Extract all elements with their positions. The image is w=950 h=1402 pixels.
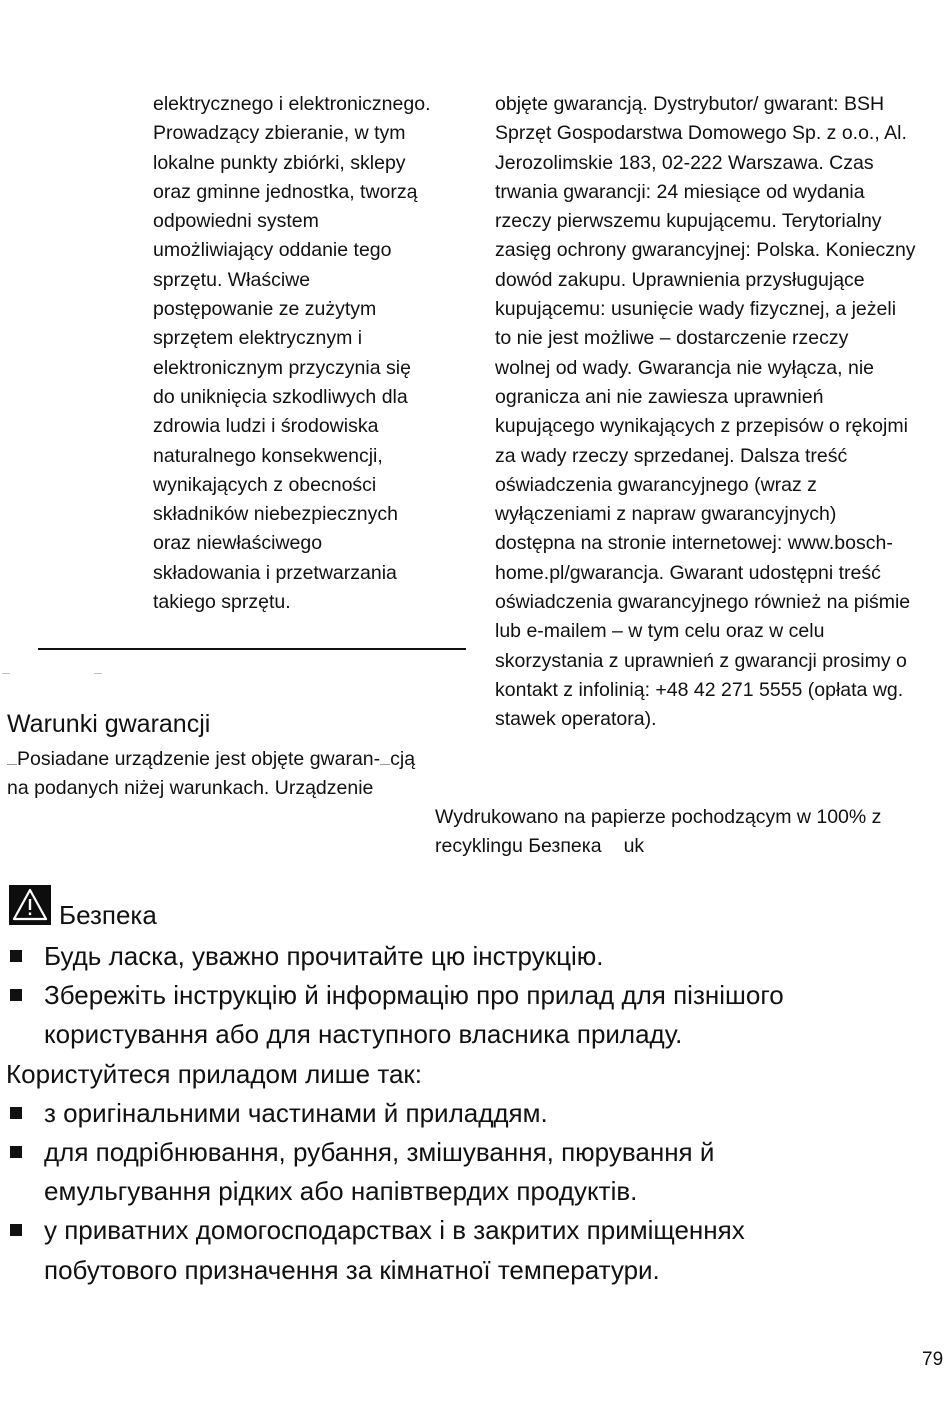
bullet-square-icon — [10, 1146, 22, 1158]
list-item-text: для подрібнювання, рубання, змішування, пюрування й — [44, 1137, 715, 1167]
list-item — [9, 976, 929, 1054]
safety-heading: Безпека — [59, 900, 157, 930]
right-column-line: trwania gwarancji: 24 miesiące od wydania — [495, 180, 865, 203]
right-column-line: za wady rzeczy sprzedanej. Dalsza treść — [495, 444, 848, 467]
right-column-line: Jerozolimskie 183, 02-222 Warszawa. Czas — [495, 151, 874, 174]
left-column-line: Prowadzący zbieranie, w tym — [153, 122, 406, 145]
right-column-line: oświadczenia gwarancyjnego (wraz z — [495, 473, 817, 496]
right-column-line: objęte gwarancją. Dystrybutor/ gwarant: BSH — [495, 93, 885, 115]
warranty-intro — [7, 745, 447, 804]
left-column-line: naturalnego konsekwencji, — [153, 444, 383, 467]
warranty-intro-text-1a: Posiadane urządzenie jest objęte gwaran- — [17, 748, 381, 770]
left-column-text — [153, 90, 473, 617]
list-item-text: емульгування рідких або напівтвердих продуктів. — [44, 1176, 638, 1207]
right-column-line: wolnej od wady. Gwarancja nie wyłącza, nie — [495, 356, 874, 379]
list-item — [9, 1211, 929, 1289]
bullet-square-icon — [10, 1224, 22, 1236]
right-column-text — [495, 90, 945, 735]
list-item-text: з оригінальними частинами й приладдям. — [44, 1097, 548, 1128]
language-code: uk — [623, 835, 645, 858]
print-mark — [2, 673, 10, 674]
left-column-line: umożliwiający oddanie tego — [153, 239, 392, 262]
right-column-line: zasięg ochrony gwarancyjnej: Polska. Konieczny — [495, 239, 916, 262]
left-column-line: wynikających z obecności — [153, 473, 377, 496]
safety-instructions — [6, 937, 939, 1297]
warranty-heading: Warunki gwarancji — [7, 710, 211, 738]
left-column-line: odpowiedni system — [153, 210, 319, 233]
right-column-line: oświadczenia gwarancyjnego również na piśmie — [495, 591, 911, 614]
left-column-line: składników niebezpiecznych — [153, 503, 398, 526]
left-column-line: lokalne punkty zbiórki, sklepy — [153, 151, 406, 174]
warranty-intro-line: na podanych niżej warunkach. Urządzenie — [7, 777, 374, 800]
left-column-line: składowania i przetwarzania — [153, 561, 397, 584]
list-item-text: користування або для наступного власника приладу. — [44, 1019, 683, 1050]
right-column-line: dostępna na stronie internetowej: www.bosch- — [495, 532, 893, 555]
list-item-text: у приватних домогосподарствах і в закритих приміщеннях — [44, 1215, 745, 1246]
left-column-line: do uniknięcia szkodliwych dla — [153, 385, 408, 408]
right-column-line: skorzystania z uprawnień z gwarancji prosimy o — [495, 649, 907, 672]
left-column-line: postępowanie ze zużytym — [153, 298, 377, 321]
left-column-line: oraz niewłaściwego — [153, 532, 323, 555]
left-column-line: takiego sprzętu. — [153, 591, 291, 614]
print-mark — [94, 673, 102, 674]
page-number: 79 — [922, 1349, 944, 1370]
right-column-line: home.pl/gwarancja. Gwarant udostępni treść — [495, 561, 881, 584]
right-column-line: kontakt z infolinią: +48 42 271 5555 (opłata wg. — [495, 678, 904, 701]
list-item — [9, 937, 929, 976]
recycled-note-line — [435, 832, 935, 861]
right-column-line: ogranicza ani nie zawiesza uprawnień — [495, 385, 824, 408]
list-item-text: Збережіть інструкцію й інформацію про прилад для пізнішого — [44, 980, 784, 1011]
left-column-line: sprzętu. Właściwe — [153, 268, 311, 291]
print-mark — [7, 764, 17, 765]
right-column-line: to nie jest możliwe – dostarczenie rzeczy — [495, 327, 849, 350]
bullet-square-icon — [10, 950, 22, 962]
left-column-line: elektronicznym przyczynia się — [153, 356, 411, 379]
recycled-note-line: Wydrukowano na papierze pochodzącym w 100% z — [435, 806, 882, 828]
list-item-text: побутового призначення за кімнатної температури. — [44, 1254, 660, 1285]
list-item-text: Будь ласка, уважно прочитайте цю інструкцію. — [44, 941, 604, 971]
warning-triangle-icon — [9, 885, 51, 925]
right-column-line: kupującego wynikających z przepisów o rękojmi — [495, 415, 908, 438]
right-column-line: rzeczy pierwszemu kupującemu. Terytorialny — [495, 210, 882, 233]
usage-heading: Користуйтеся приладом лише так: — [6, 1058, 423, 1089]
list-item — [9, 1133, 929, 1211]
left-column-line: sprzętem elektrycznym i — [153, 327, 363, 350]
right-column-line: lub e-mailem – w tym celu oraz w celu — [495, 620, 825, 643]
right-column-line: wyłączeniami z napraw gwarancyjnych) — [495, 503, 837, 526]
right-column-line: stawek operatora). — [495, 708, 657, 731]
right-column-line: kupującemu: usunięcie wady fizycznej, a jeżeli — [495, 298, 897, 321]
warranty-intro-line — [7, 745, 447, 774]
print-mark — [380, 764, 390, 765]
recycled-paper-note — [435, 803, 935, 862]
recycled-note-text: recyklingu Безпека — [435, 835, 602, 858]
left-column-line: elektrycznego i elektronicznego. — [153, 93, 431, 115]
right-column-line: Sprzęt Gospodarstwa Domowego Sp. z o.o., Al. — [495, 122, 907, 145]
bullet-square-icon — [10, 989, 22, 1001]
left-column-line: zdrowia ludzi i środowiska — [153, 415, 379, 438]
bullet-square-icon — [10, 1107, 22, 1119]
list-item — [9, 1094, 929, 1133]
left-column-line: oraz gminne jednostka, tworzą — [153, 180, 418, 203]
right-column-line: dowód zakupu. Uprawnienia przysługujące — [495, 268, 865, 291]
section-divider — [38, 648, 466, 650]
warranty-intro-text-1b: cją — [390, 748, 416, 770]
